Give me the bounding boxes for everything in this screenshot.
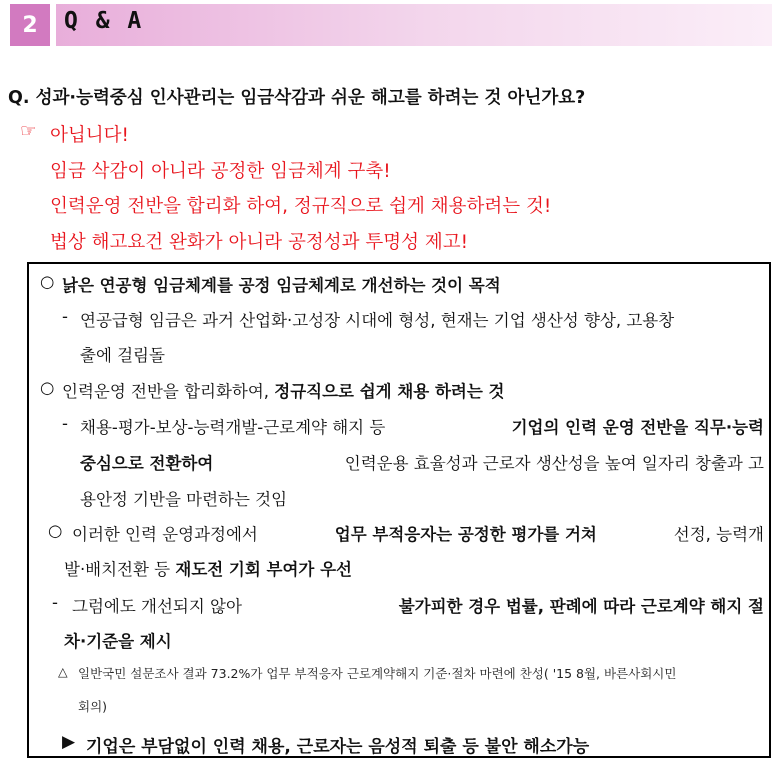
answer-line-4: 법상 해고요건 완화가 아니라 공정성과 투명성 제고! [50, 232, 468, 253]
p2-sub-line-2-bold: 중심으로 전환하여 [80, 454, 214, 473]
p2-heading-plain: 인력운영 전반을 합리화하여, [62, 382, 270, 401]
p2-sub-line-2-plain: 인력운용 효율성과 근로자 생산성을 높여 일자리 창출과 고 [344, 454, 764, 473]
p2-sub-line-1-plain: 채용-평가-보상-능력개발-근로계약 해지 등 [80, 418, 386, 437]
section-title: Q & A [64, 8, 144, 34]
p1-sub-line-2: 출에 걸림돌 [80, 346, 165, 365]
p1-sub-line-1: 연공급형 임금은 과거 산업화·고성장 시대에 형성, 현재는 기업 생산성 향상, 고용창 [80, 311, 675, 330]
dash-marker: - [62, 414, 68, 433]
dash-marker: - [52, 593, 58, 612]
p3-line-2-bold: 재도전 기회 부여가 우선 [175, 560, 352, 579]
bullet-circle-icon: ○ [48, 521, 63, 540]
bullet-circle-icon: ○ [40, 378, 55, 397]
p4-line-1-bold: 불가피한 경우 법률, 판례에 따라 근로계약 해지 절 [398, 597, 764, 616]
p3-line-1-plain-a: 이러한 인력 운영과정에서 [72, 525, 258, 544]
answer-line-2: 임금 삭감이 아니라 공정한 임금체계 구축! [50, 161, 391, 182]
p4-line-1 [72, 593, 764, 617]
p2-sub-line-1 [80, 414, 764, 438]
header-divider [50, 4, 56, 46]
p3-line-2-plain: 발·배치전환 등 [64, 560, 171, 579]
p1-heading: 낡은 연공형 임금체계를 공정 임금체계로 개선하는 것이 목적 [62, 276, 501, 295]
answer-line-3: 인력운영 전반을 합리화 하여, 정규직으로 쉽게 채용하려는 것! [50, 196, 552, 217]
p3-line-1 [72, 521, 764, 545]
p4-line-2: 차·기준을 제시 [64, 632, 172, 651]
p3-line-1-plain-b: 선정, 능력개 [673, 525, 764, 544]
p2-heading [62, 378, 504, 402]
answer-line-1: 아닙니다! [50, 125, 129, 146]
p3-line-2 [64, 556, 352, 580]
question-text: Q. 성과·능력중심 인사관리는 임금삭감과 쉬운 해고를 하려는 것 아닌가요? [8, 88, 586, 108]
p2-sub-line-2 [80, 450, 764, 474]
p4-line-1-plain: 그럼에도 개선되지 않아 [72, 597, 242, 616]
triangle-icon: △ [58, 664, 68, 679]
arrow-right-icon: ▶ [62, 732, 76, 752]
dash-marker: - [62, 307, 68, 326]
p3-line-1-bold: 업무 부적응자는 공정한 평가를 거쳐 [334, 525, 597, 544]
conclusion-text: 기업은 부담없이 인력 채용, 근로자는 음성적 퇴출 등 불안 해소가능 [86, 737, 590, 757]
pointing-hand-icon: ☞ [20, 121, 37, 142]
explanation-box [27, 262, 771, 758]
p2-sub-line-1-bold: 기업의 인력 운영 전반을 직무·능력 [511, 418, 764, 437]
section-number: 2 [10, 4, 50, 46]
note-line-1: 일반국민 설문조사 결과 73.2%가 업무 부적응자 근로계약해지 기준·절차 마련에 찬성( '15 8월, 바른사회시민 [78, 666, 677, 681]
p2-sub-line-3: 용안정 기반을 마련하는 것임 [80, 490, 288, 509]
bullet-circle-icon: ○ [40, 272, 55, 291]
note-line-2: 회의) [78, 699, 108, 714]
p2-heading-bold: 정규직으로 쉽게 채용 하려는 것 [274, 382, 505, 401]
